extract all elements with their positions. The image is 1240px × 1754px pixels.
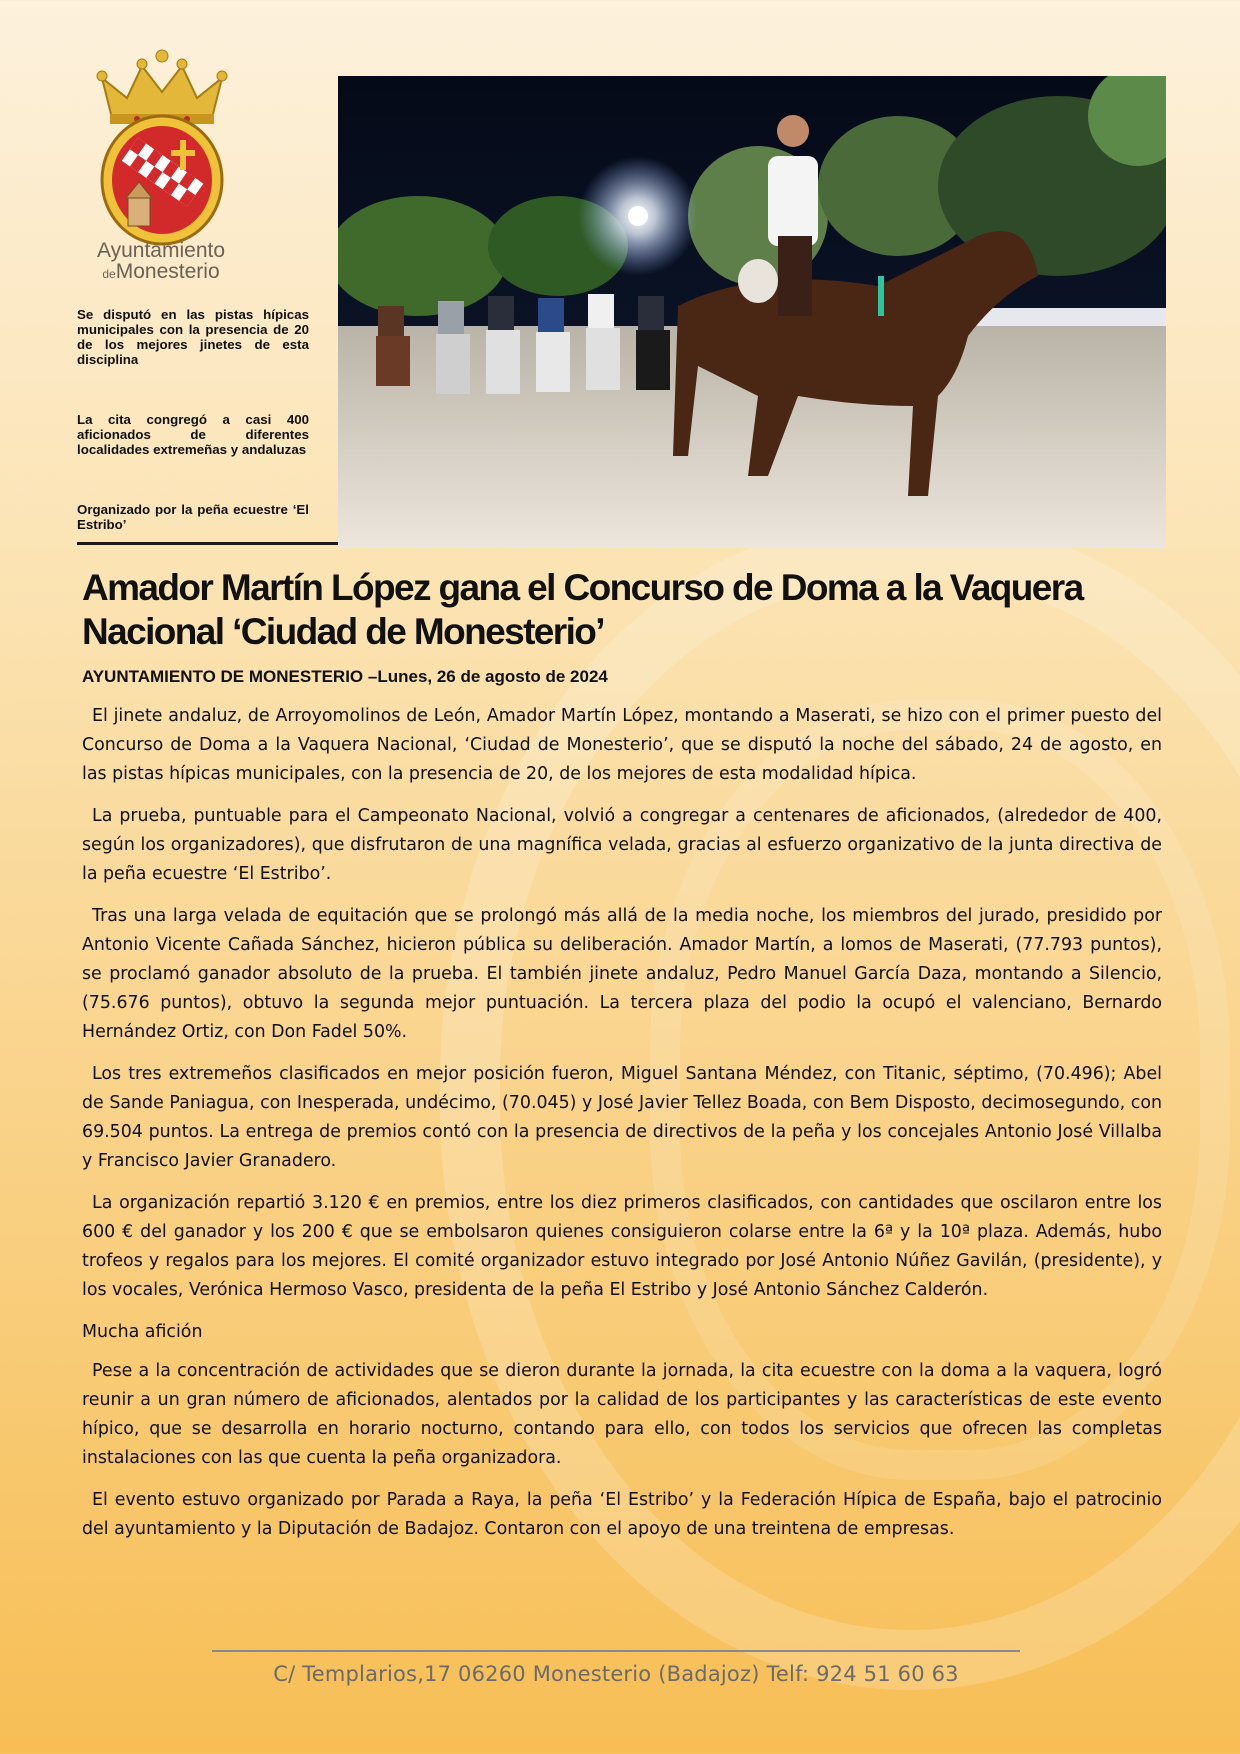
article-paragraph-2: La prueba, puntuable para el Campeonato Nacional, volvió a congregar a centenares de aficionados, (alrededor de 400, según los organizadores), que disfrutaron de una magnífica velada, gracias al esfuerzo organizativo de la junta directiva de la peña ecuestre ‘El Estribo’. <box>82 806 1162 884</box>
article-paragraph-3: Tras una larga velada de equitación que se prolongó más allá de la media noche, los miembros del jurado, presidido por Antonio Vicente Cañada Sánchez, hicieron pública su deliberación. Amador Martín, a lomos de Maserati, (77.793 puntos), se proclamó ganador absoluto de la prueba. El también jinete andaluz, Pedro Manuel García Daza, montando a Silencio, (75.676 puntos), obtuvo la segunda mejor puntuación. La tercera plaza del podio la ocupó el valenciano, Bernardo Hernández Ortiz, con Don Fadel 50%. <box>82 906 1162 1042</box>
article-photo <box>338 76 1166 548</box>
article-paragraph-4: Los tres extremeños clasificados en mejor posición fueron, Miguel Santana Méndez, con Titanic, séptimo, (70.496); Abel de Sande Paniagua, con Inesperada, undécimo, (70.045) y José Javier Tellez Boada, con Bem Disposto, decimosegundo, con 69.504 puntos. La entrega de premios contó con la presencia de directivos de la peña y los concejales Antonio José Villalba y Francisco Javier Granadero. <box>82 1064 1162 1171</box>
highlights-divider <box>77 542 339 545</box>
footer-divider <box>212 1650 1020 1652</box>
article-paragraph-7: El evento estuvo organizado por Parada a Raya, la peña ‘El Estribo’ y la Federación Hípica de España, bajo el patrocinio del ayuntamiento y la Diputación de Badajoz. Contaron con el apoyo de una treintena de empresas. <box>82 1490 1162 1539</box>
article-dateline: AYUNTAMIENTO DE MONESTERIO –Lunes, 26 de agosto de 2024 <box>82 667 608 686</box>
article-paragraph-1: El jinete andaluz, de Arroyomolinos de León, Amador Martín López, montando a Maserati, se hizo con el primer puesto del Concurso de Doma a la Vaquera Nacional, ‘Ciudad de Monesterio’, que se disputó la noche del sábado, 24 de agosto, en las pistas hípicas municipales, con la presencia de 20, de los mejores de esta modalidad hípica. <box>82 706 1162 784</box>
highlight-3: Organizado por la peña ecuestre ‘El Estribo’ <box>77 502 309 532</box>
article-headline: Amador Martín López gana el Concurso de Doma a la Vaquera Nacional ‘Ciudad de Monesterio’ <box>82 567 1083 652</box>
highlight-2: La cita congregó a casi 400 aficionados de diferentes localidades extremeñas y andaluzas <box>77 412 309 457</box>
footer-address: C/ Templarios,17 06260 Monesterio (Badajoz) Telf: 924 51 60 63 <box>273 1662 959 1686</box>
logo-line-2-text: Monesterio <box>115 260 220 283</box>
coat-of-arms-icon <box>82 48 242 248</box>
highlight-1: Se disputó en las pistas hípicas municipales con la presencia de 20 de los mejores jinetes de esta disciplina <box>77 307 309 367</box>
logo-line-2-prefix: de <box>102 267 116 281</box>
logo-line-1: Ayuntamiento <box>96 239 226 262</box>
article-body <box>82 702 1162 1557</box>
horse-riders-photo-icon <box>338 76 1166 548</box>
article-subheading: Mucha afición <box>82 1322 203 1342</box>
article-paragraph-5: La organización repartió 3.120 € en premios, entre los diez primeros clasificados, con cantidades que oscilaron entre los 600 € del ganador y los 200 € que se embolsaron quienes consiguieron colarse entre la 6ª y la 10ª plaza. Además, hubo trofeos y regalos para los mejores. El comité organizador estuvo integrado por José Antonio Núñez Gavilán, (presidente), y los vocales, Verónica Hermoso Vasco, presidenta de la peña El Estribo y José Antonio Sánchez Calderón. <box>82 1193 1162 1300</box>
logo-wordmark <box>86 240 236 282</box>
logo-line-2 <box>86 261 236 282</box>
article-paragraph-6: Pese a la concentración de actividades que se dieron durante la jornada, la cita ecuestre con la doma a la vaquera, logró reunir a un gran número de aficionados, alentados por la calidad de los participantes y las características de este evento hípico, que se desarrolla en horario nocturno, contando para ello, con todos los servicios que ofrecen las completas instalaciones con las que cuenta la peña organizadora. <box>82 1361 1162 1468</box>
